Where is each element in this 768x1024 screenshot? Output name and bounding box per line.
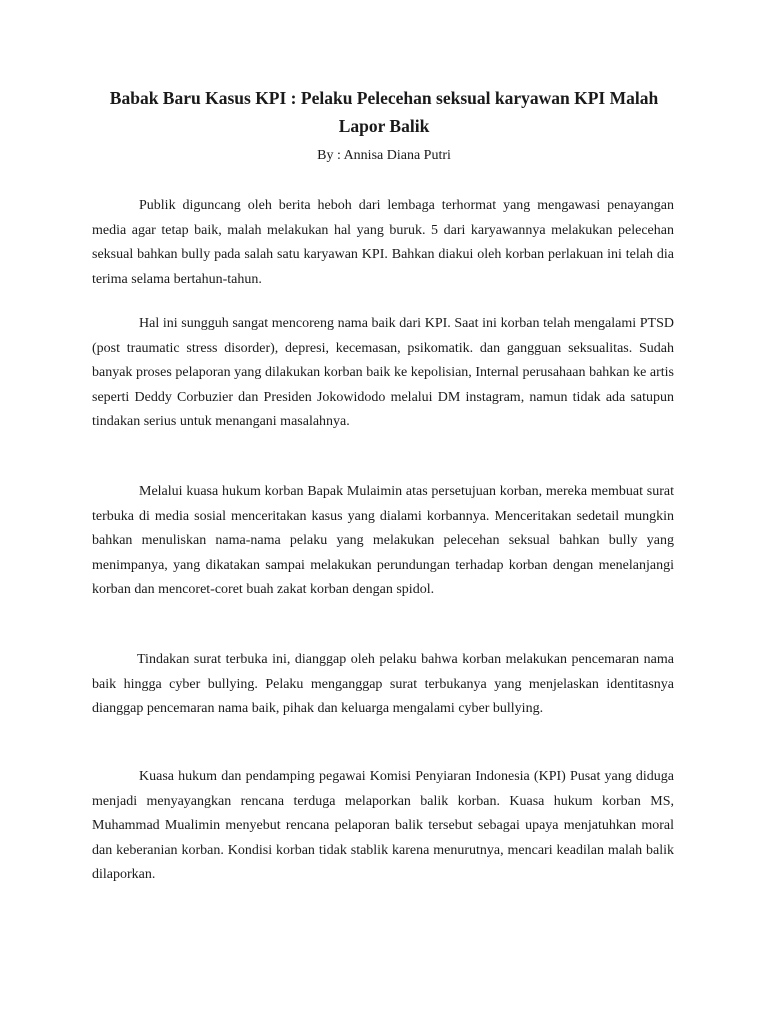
document-title: Babak Baru Kasus KPI : Pelaku Pelecehan seksual karyawan KPI Malah Lapor Balik — [109, 88, 659, 136]
paragraph-2: Hal ini sungguh sangat mencoreng nama baik dari KPI. Saat ini korban telah mengalami PTSD (post traumatic stress disorder), depresi, kecemasan, psikomatik. dan gangguan seksualitas. Sudah banyak proses pelaporan yang dilakukan korban baik ke kepolisian, Internal perusahaan bahkan ke artis seperti Deddy Corbuzier dan Presiden Jokowidodo melalui DM instagram, namun tidak ada satupun tindakan serius untuk menangani masalahnya. — [92, 316, 674, 430]
paragraph-4: Tindakan surat terbuka ini, dianggap oleh pelaku bahwa korban melakukan pencemaran nama baik hingga cyber bullying. Pelaku menganggap surat terbukanya yang menjelaskan identitasnya dianggap pencemaran nama baik, pihak dan keluarga mengalami cyber bullying. — [92, 652, 674, 717]
paragraph-1: Publik diguncang oleh berita heboh dari lembaga terhormat yang mengawasi penayangan media agar tetap baik, malah melakukan hal yang buruk. 5 dari karyawannya melakukan pelecehan seksual bahkan bully pada salah satu karyawan KPI. Bahkan diakui oleh korban perlakuan ini telah dia terima selama bertahun-tahun. — [92, 198, 674, 287]
paragraph-5: Kuasa hukum dan pendamping pegawai Komisi Penyiaran Indonesia (KPI) Pusat yang diduga menjadi menyayangkan rencana terduga melaporkan balik korban. Kuasa hukum korban MS, Muhammad Mualimin menyebut rencana pelaporan balik tersebut sebagai upaya menjatuhkan moral dan keberanian korban. Kondisi korban tidak stablik karena menurutnya, mencari keadilan malah balik dilaporkan. — [92, 769, 674, 883]
author-byline: By : Annisa Diana Putri — [317, 148, 451, 163]
paragraph-3: Melalui kuasa hukum korban Bapak Mulaimin atas persetujuan korban, mereka membuat surat terbuka di media sosial menceritakan kasus yang dialami korbannya. Menceritakan sedetail mungkin bahkan menuliskan nama-nama pelaku yang melakukan pelecehan seksual bahkan bully yang menimpanya, yang dikatakan sampai melakukan perundungan terhadap korban dengan menelanjangi korban dan mencoret-coret buah zakat korban dengan spidol. — [92, 484, 674, 598]
